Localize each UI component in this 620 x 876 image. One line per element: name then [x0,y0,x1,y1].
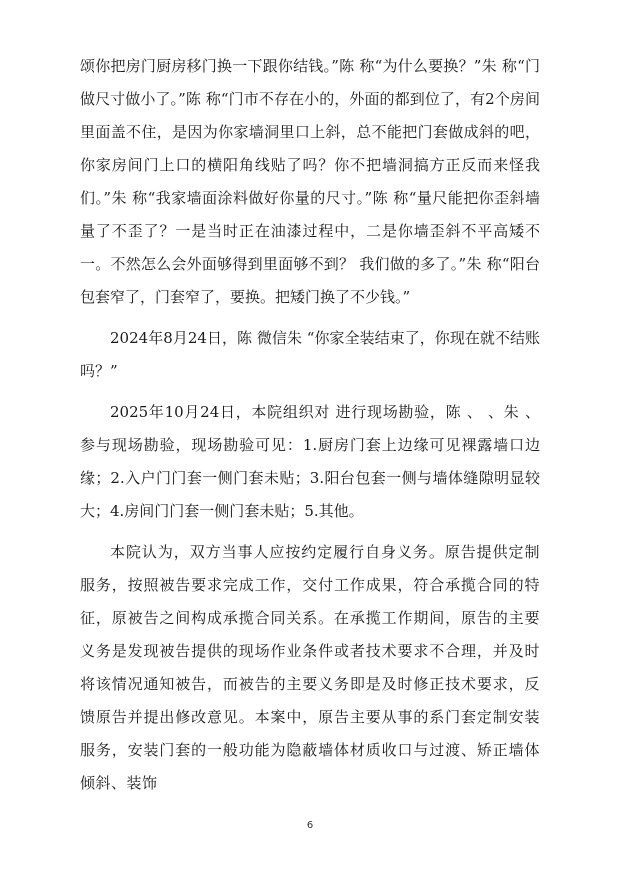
paragraph-wechat-message: 2024年8月24日，陈 微信朱 “你家全装结束了，你现在就不结账吗？” [80,329,540,380]
paragraph-site-inspection: 2025年10月24日，本院组织对 进行现场勘验，陈 、 、朱 、 参与现场勘验，现场勘验可见：1.厨房门套上边缘可见裸露墙口边缘；2.入户门门套一侧门套未贴；3.阳台包套一侧与墙体缝隙明显较大；4.房间门门套一侧门套未贴；5.其他。 [80,403,540,520]
page-number: 6 [306,820,314,831]
paragraph-court-opinion: 本院认为，双方当事人应按约定履行自身义务。原告提供定制服务，按照被告要求完成工作，交付工作成果，符合承揽合同的特征，原被告之间构成承揽合同关系。在承揽工作期间，原告的主要义务是发现被告提供的现场作业条件或者技术要求不合理，并及时将该情况通知被告，而被告的主要义务即是及时修正技术要求，反馈原告并提出修改意见。本案中，原告主要从事的系门套定制安装服务，安装门套的一般功能为隐蔽墙体材质收口与过渡、矫正墙体倾斜、装饰 [80,543,540,792]
document-body [80,50,540,808]
paragraph-dialogue: 颂你把房门厨房移门换一下跟你结钱。”陈 称“为什么要换？”朱 称“门做尺寸做小了。”陈 称“门市不存在小的，外面的都到位了，有2个房间里面盖不住，是因为你家墙洞里口上斜，总不能把门套做成斜的吧，你家房间门上口的横阳角线贴了吗？你不把墙洞搞方正反而来怪我们。”朱 称“我家墙面涂料做好你量的尺寸。”陈 称“量尺能把你歪斜墙量了不歪了？一是当时正在油漆过程中，二是你墙歪斜不平高矮不一。不然怎么会外面够得到里面够不到？ 我们做的多了。”朱 称“阳台包套窄了，门套窄了，要换。把矮门换了不少钱。” [80,57,540,306]
